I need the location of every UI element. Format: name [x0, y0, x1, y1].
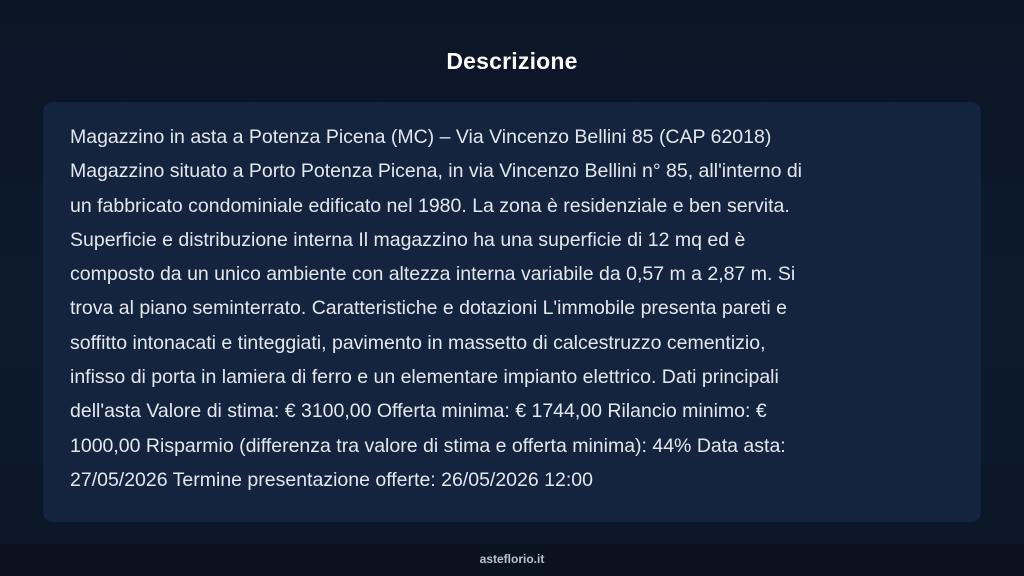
page-title: Descrizione: [446, 48, 578, 74]
description-text: Magazzino in asta a Potenza Picena (MC) – Via Vincenzo Bellini 85 (CAP 62018) Magazzino situato a Porto Potenza Picena, in via Vincenzo Bellini n° 85, all'interno di un fabbricato condominiale edificato nel 1980. La zona è residenziale e ben servita. Superficie e distribuzione interna Il magazzino ha una superficie di 12 mq ed è composto da un unico ambiente con altezza interna variabile da 0,57 m a 2,87 m. Si trova al piano seminterrato. Caratteristiche e dotazioni L'immobile presenta pareti e soffitto intonacati e tinteggiati, pavimento in massetto di calcestruzzo cementizio, infisso di porta in lamiera di ferro e un elementare impianto elettrico. Dati principali dell'asta Valore di stima: € 3100,00 Offerta minima: € 1744,00 Rilancio minimo: € 1000,00 Risparmio (differenza tra valore di stima e offerta minima): 44% Data asta: 27/05/2026 Termine presentazione offerte: 26/05/2026 12:00: [70, 126, 803, 491]
footer: [0, 544, 1024, 576]
description-card: [43, 102, 981, 522]
footer-site-name: asteflorio.it: [479, 552, 545, 566]
